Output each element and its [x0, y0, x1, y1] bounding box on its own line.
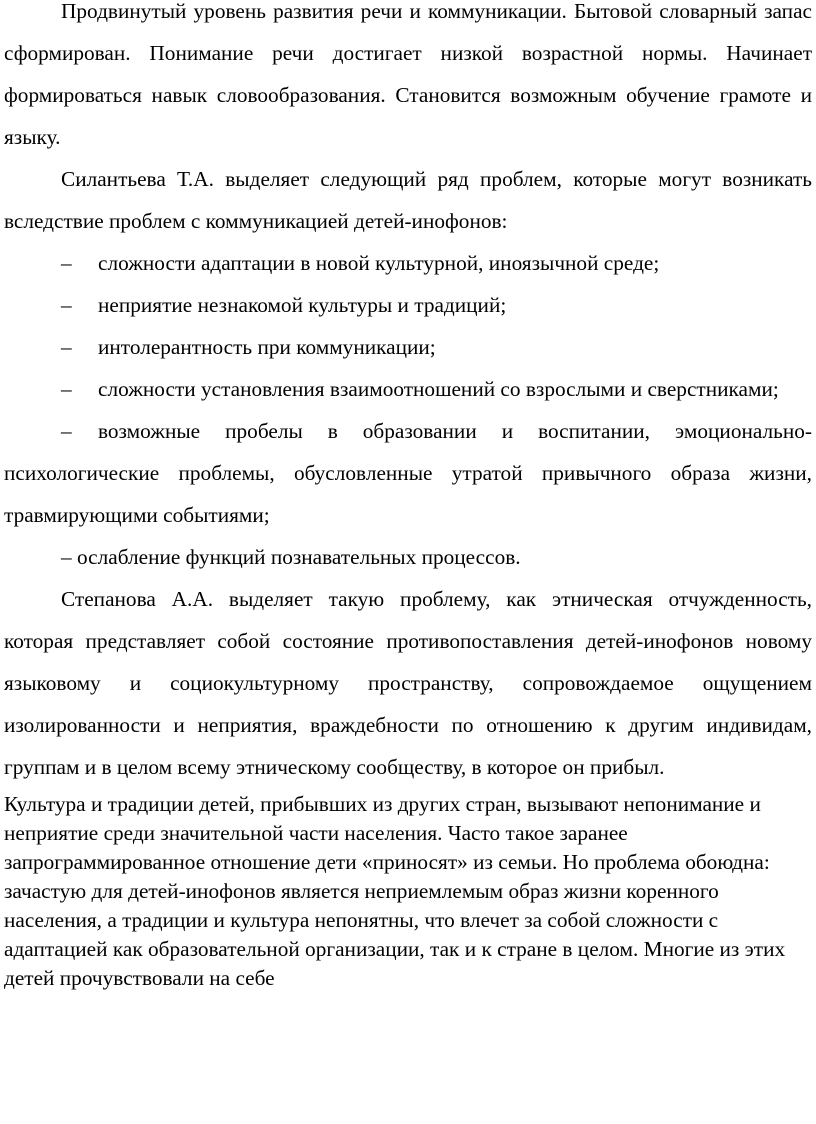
paragraph-stepanova: Степанова А.А. выделяет такую проблему, как этническая отчужденность, которая представляет собой состояние противопоставления детей-инофонов новому языковому и социокультурному пространству, сопровождаемое ощущением изолированности и неприятия, враждебности по отношению к другим индивидам, группам и в целом всему этническому сообществу, в которое он прибыл.: [4, 587, 812, 779]
list-item: [4, 410, 812, 536]
list-item-text: сложности адаптации в новой культурной, иноязычной среде;: [98, 251, 660, 275]
list-item: [4, 368, 812, 410]
list-item: [4, 242, 812, 284]
list-item: [4, 326, 812, 368]
paragraph-speech-level: Продвинутый уровень развития речи и коммуникации. Бытовой словарный запас сформирован. Понимание речи достигает низкой возрастной нормы. Начинает формироваться навык словообразования. Становится возможным обучение грамоте и языку.: [4, 0, 812, 149]
paragraph-silantyeva: Силантьева Т.А. выделяет следующий ряд проблем, которые могут возникать вследствие проблем с коммуникацией детей-инофонов:: [4, 167, 812, 233]
list-item-text: возможные пробелы в образовании и воспитании, эмоционально-психологические проблемы, обусловленные утратой привычного образа жизни, травмирующими событиями;: [4, 419, 812, 527]
dash-bullet: –: [61, 293, 72, 317]
dash-bullet: –: [61, 251, 72, 275]
dash-bullet: –: [61, 545, 72, 569]
list-item: [4, 284, 812, 326]
list-item-text: ослабление функций познавательных процессов.: [76, 545, 521, 569]
dash-bullet: –: [61, 335, 72, 359]
document-body: [4, 0, 812, 993]
dash-bullet: –: [61, 377, 72, 401]
list-item-text: интолерантность при коммуникации;: [98, 335, 436, 359]
paragraph-culture-traditions: Культура и традиции детей, прибывших из других стран, вызывают непонимание и неприятие среди значительной части населения. Часто такое заранее запрограммированное отношение дети «приносят» из семьи. Но проблема обоюдна: зачастую для детей-инофонов является неприемлемым образ жизни коренного населения, а традиции и культура непонятны, что влечет за собой сложности с адаптацией как образовательной организации, так и к стране в целом. Многие из этих детей прочувствовали на себе: [4, 792, 786, 990]
list-item-text: неприятие незнакомой культуры и традиций;: [98, 293, 507, 317]
list-item-text: сложности установления взаимоотношений со взрослыми и сверстниками;: [98, 377, 779, 401]
dash-bullet: –: [61, 419, 72, 443]
list-item: [4, 536, 812, 578]
